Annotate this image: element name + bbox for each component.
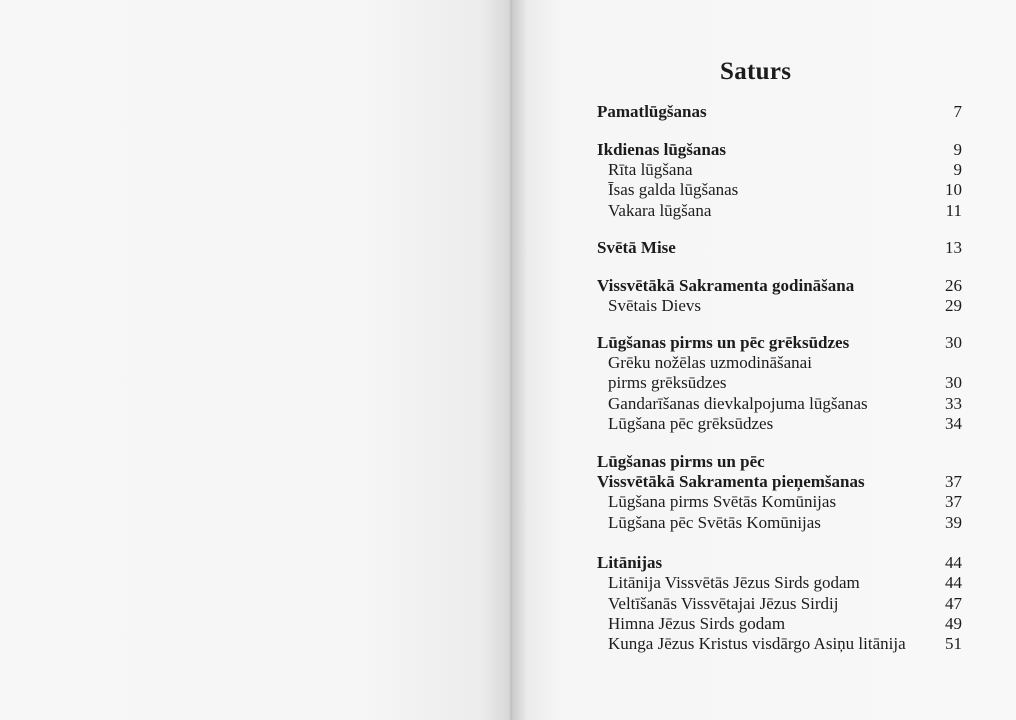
toc-section-heading [597, 102, 962, 122]
toc-label: Pamatlūgšanas [597, 102, 707, 121]
toc-entry [597, 513, 962, 533]
toc-section-heading [597, 333, 962, 353]
toc-page-number: 49 [945, 614, 962, 633]
toc-label: Lūgšana pēc Svētās Komūnijas [608, 513, 821, 532]
toc-page-number: 10 [945, 180, 962, 199]
toc-entry [597, 160, 962, 180]
toc-label: Svētā Mise [597, 238, 676, 257]
toc-entry [597, 614, 962, 634]
toc-page-number: 9 [953, 160, 962, 179]
toc-label: Lūgšanas pirms un pēc [597, 452, 765, 471]
toc-page-number: 39 [945, 513, 962, 532]
toc-entry [597, 353, 962, 373]
toc-label: Litānija Vissvētās Jēzus Sirds godam [608, 573, 860, 592]
toc-entry [597, 573, 962, 593]
toc-label: Grēku nožēlas uzmodināšanai [608, 353, 812, 372]
toc-section-heading [597, 140, 962, 160]
toc-label: Litānijas [597, 553, 663, 572]
toc-label: Kunga Jēzus Kristus visdārgo Asiņu litānija [608, 634, 906, 653]
toc-section-heading [597, 452, 962, 472]
toc-label: Vakara lūgšana [608, 201, 712, 220]
toc-label: Vissvētākā Sakramenta pieņemšanas [597, 472, 865, 491]
toc-label: Īsas galda lūgšanas [608, 180, 739, 199]
toc-entry [597, 634, 962, 654]
toc-label: Lūgšana pirms Svētās Komūnijas [608, 492, 837, 511]
toc-page-number: 9 [953, 140, 962, 159]
toc-page-number: 47 [945, 594, 962, 613]
toc-label: Ikdienas lūgšanas [597, 140, 726, 159]
toc-page-number: 30 [945, 373, 962, 392]
page-title: Saturs [720, 58, 792, 85]
toc-label: Vissvētākā Sakramenta godināšana [597, 276, 855, 295]
toc-entry [597, 414, 962, 434]
toc-entry [597, 296, 962, 316]
toc-section-heading [597, 276, 962, 296]
toc-label: pirms grēksūdzes [608, 373, 727, 392]
toc-page-number: 44 [945, 553, 962, 572]
toc-entry [597, 180, 962, 200]
toc-label: Lūgšana pēc grēksūdzes [608, 414, 774, 433]
toc-page-number: 13 [945, 238, 962, 257]
toc-page-number: 33 [945, 394, 962, 413]
toc-page-number: 7 [953, 102, 962, 121]
toc-label: Svētais Dievs [608, 296, 702, 315]
toc-entry [597, 394, 962, 414]
toc-page-number: 44 [945, 573, 962, 592]
toc-page-number: 34 [945, 414, 962, 433]
toc-label: Himna Jēzus Sirds godam [608, 614, 786, 633]
toc-label: Lūgšanas pirms un pēc grēksūdzes [597, 333, 850, 352]
toc-section-heading [597, 238, 962, 258]
toc-page-number: 11 [945, 201, 962, 220]
toc-entry [597, 373, 962, 393]
toc-label: Rīta lūgšana [608, 160, 693, 179]
toc-label: Gandarīšanas dievkalpojuma lūgšanas [608, 394, 868, 413]
toc-entry [597, 594, 962, 614]
toc-label: Veltīšanās Vissvētajai Jēzus Sirdij [608, 594, 839, 613]
toc-entry [597, 492, 962, 512]
toc-page-number: 26 [945, 276, 962, 295]
toc-section-heading [597, 472, 962, 492]
toc-page-number: 37 [945, 472, 962, 491]
toc-entry [597, 201, 962, 221]
toc-page-number: 30 [945, 333, 962, 352]
toc-page-number: 29 [945, 296, 962, 315]
toc-section-heading [597, 553, 962, 573]
toc-page-number: 51 [945, 634, 962, 653]
toc-page-number: 37 [945, 492, 962, 511]
